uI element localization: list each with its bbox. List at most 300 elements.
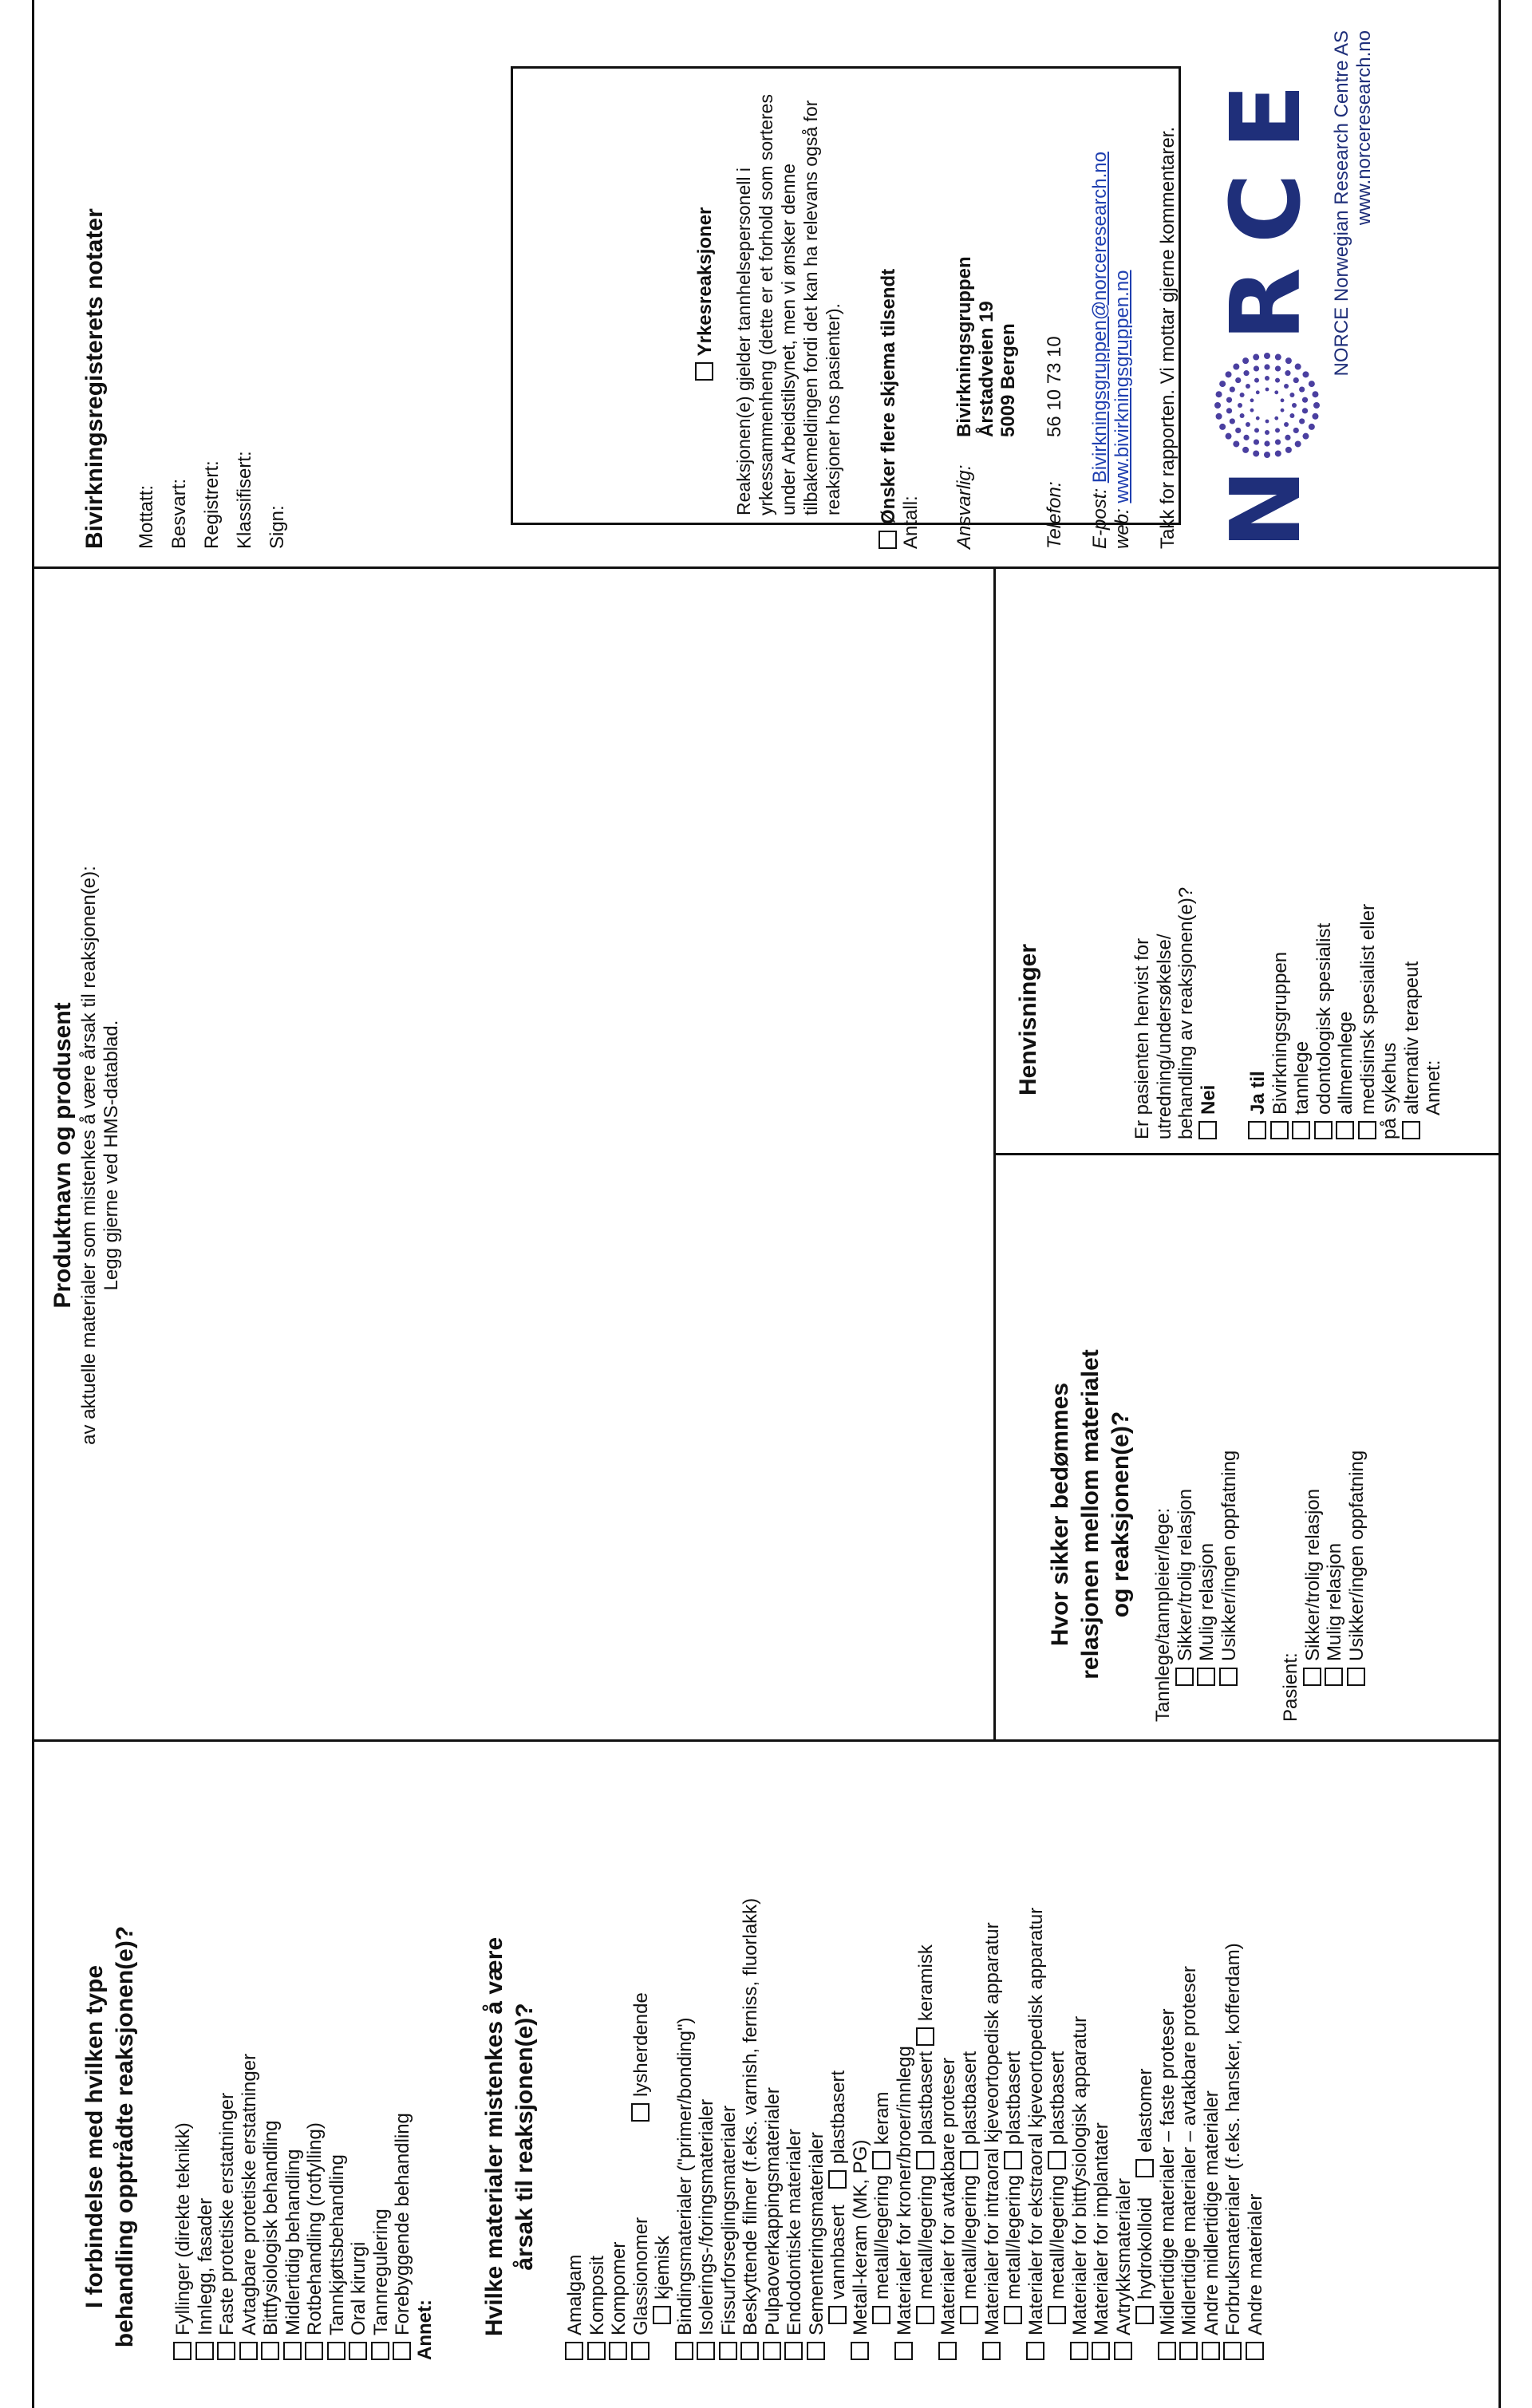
checkbox[interactable]	[631, 2342, 650, 2360]
checkbox[interactable]	[1202, 2342, 1220, 2360]
treatment-label: Tannkjøttsbehandling	[326, 2154, 348, 2335]
material-item[interactable]	[1113, 1770, 1135, 2360]
certainty-option[interactable]	[1218, 1163, 1241, 1722]
checkbox[interactable]	[1004, 2151, 1022, 2169]
checkbox[interactable]	[631, 2103, 650, 2122]
material-item[interactable]	[1245, 1770, 1267, 2360]
material-item[interactable]	[630, 1770, 653, 2360]
logo-dot	[1284, 384, 1289, 389]
logo-dot	[1235, 427, 1241, 432]
material-item[interactable]	[806, 1770, 828, 2360]
material-item[interactable]	[608, 1770, 630, 2360]
logo-dot	[1253, 353, 1259, 360]
material-label: Midlertidige materialer – faste proteser	[1156, 2008, 1179, 2335]
logo-dot	[1275, 377, 1280, 382]
logo-url: www.norceresearch.no	[1352, 30, 1375, 226]
material-item[interactable]	[981, 1770, 1004, 2360]
register-field[interactable]	[261, 6, 294, 549]
material-label: Glassionomer	[630, 2217, 652, 2335]
logo-dot	[1253, 439, 1258, 444]
logo-dot	[1264, 353, 1270, 359]
checkbox[interactable]	[960, 2306, 978, 2324]
yrkes-title: Yrkesreaksjoner	[694, 207, 716, 357]
logo-dot	[1285, 446, 1291, 452]
certainty-option-label: Usikker/ingen oppfatning	[1345, 1450, 1368, 1661]
checkbox[interactable]	[1292, 1121, 1310, 1139]
checkbox[interactable]	[565, 2342, 583, 2360]
yrkes-text: Reaksjonen(e) gjelder tannhelsepersonell i	[732, 168, 754, 515]
material-item[interactable]	[1069, 1770, 1092, 2360]
checkbox[interactable]	[1325, 1668, 1343, 1686]
logo-dot	[1294, 440, 1301, 447]
checkbox[interactable]	[1197, 1668, 1215, 1686]
checkbox[interactable]	[828, 2306, 847, 2324]
register-field[interactable]	[130, 6, 163, 549]
logo-dot	[1245, 422, 1250, 427]
material-item[interactable]	[1091, 1770, 1113, 2360]
checkbox[interactable]	[217, 2342, 235, 2360]
material-sub-label: lysherdende	[630, 1992, 652, 2097]
material-item[interactable]	[740, 1770, 762, 2360]
logo-dot	[1301, 408, 1307, 413]
field-label: Sign:	[267, 505, 288, 549]
logo-dot	[1274, 450, 1281, 456]
epost-link[interactable]: Bivirkningsgruppen@norceresearch.no	[1089, 152, 1111, 484]
checkbox[interactable]	[1092, 2342, 1110, 2360]
henvisninger-target[interactable]	[1291, 581, 1313, 1139]
logo-dot	[1274, 390, 1278, 394]
material-sub-label: keram	[871, 2091, 893, 2145]
material-sub-label: plastbasert	[959, 2051, 981, 2145]
checkbox[interactable]	[872, 2306, 890, 2324]
ansvarlig-line: 5009 Bergen	[997, 323, 1019, 437]
material-item[interactable]	[718, 1770, 740, 2360]
treatment-label: Oral kirurgi	[348, 2241, 369, 2335]
web-link[interactable]: www.bivirkningsgruppen.no	[1111, 270, 1133, 503]
material-item[interactable]	[1222, 1770, 1245, 2360]
checkbox[interactable]	[1402, 1121, 1420, 1139]
logo-dot	[1284, 422, 1289, 427]
checkbox[interactable]	[872, 2151, 890, 2169]
column2-v-divider	[993, 1153, 1500, 1155]
material-sub-item[interactable]	[1135, 1770, 1157, 2360]
material-sub-label: plastbasert	[1047, 2051, 1068, 2145]
material-label: Kompomer	[608, 2241, 630, 2335]
checkbox[interactable]	[1179, 2342, 1198, 2360]
treatment-title: I forbindelse med hvilken type behandling opptrådte reaksjonen(e)?	[81, 1925, 138, 2348]
logo-dot	[1264, 440, 1269, 446]
logo-dot	[1280, 398, 1284, 402]
checkbox[interactable]	[916, 2151, 934, 2169]
logo-dot	[1239, 393, 1244, 397]
more-forms-option[interactable]	[878, 6, 900, 549]
checkbox[interactable]	[1048, 2306, 1066, 2324]
logo-dot	[1255, 390, 1259, 394]
material-label: Amalgam	[564, 2254, 586, 2335]
logo-dot	[1285, 370, 1290, 376]
material-item[interactable]	[1179, 1770, 1201, 2360]
checkbox[interactable]	[1048, 2151, 1066, 2169]
epost-label: E-post:	[1089, 488, 1111, 549]
checkbox[interactable]	[1336, 1121, 1354, 1139]
material-sub-item[interactable]	[915, 1770, 938, 2360]
material-label: Komposit	[586, 2255, 608, 2335]
logo-dot	[1292, 403, 1297, 408]
treatment-item[interactable]	[392, 1770, 414, 2360]
logo-dot	[1274, 439, 1280, 444]
logo-dot	[1289, 393, 1294, 397]
logo-dot	[1243, 434, 1249, 440]
checkbox[interactable]	[653, 2306, 671, 2324]
treatment-annet[interactable]: Annet:	[413, 2299, 436, 2360]
material-sub-item[interactable]	[827, 1770, 850, 2360]
logo-dot	[1308, 423, 1314, 429]
treatment-item[interactable]	[370, 1770, 393, 2360]
logo-dot	[1293, 427, 1298, 432]
treatment-label: Avtagbare protetiske erstatninger	[238, 2053, 260, 2335]
checkbox[interactable]	[894, 2342, 913, 2360]
material-sub-label: hydrokolloid	[1135, 2197, 1156, 2299]
logo-dot	[1253, 450, 1259, 456]
material-item[interactable]	[564, 1770, 586, 2360]
logo-dot	[1225, 432, 1231, 439]
henvisninger-target[interactable]	[1335, 581, 1357, 1139]
treatment-item[interactable]	[216, 1770, 239, 2360]
material-label: Isolerings-/foringsmaterialer	[696, 2098, 717, 2335]
logo-dot	[1294, 363, 1301, 369]
treatment-label: Bittfysiologisk behandling	[260, 2120, 282, 2335]
logo-dot	[1219, 423, 1226, 429]
material-sub-item[interactable]	[1047, 1770, 1069, 2360]
treatment-item[interactable]	[304, 1770, 326, 2360]
material-item[interactable]	[586, 1770, 609, 2360]
certainty-option[interactable]	[1302, 1163, 1325, 1722]
henvisninger-question: Er pasienten henvist for	[1131, 938, 1153, 1139]
certainty-option[interactable]	[1324, 1163, 1346, 1722]
certainty-option-label: Usikker/ingen oppfatning	[1218, 1450, 1240, 1661]
material-label: Materialer for ekstraoral kjeveortopedisk apparatur	[1025, 1907, 1047, 2335]
henvisninger-ja[interactable]	[1247, 581, 1269, 1139]
logo-dot	[1254, 428, 1258, 432]
checkbox[interactable]	[807, 2342, 825, 2360]
field-label: Mottatt:	[136, 484, 157, 549]
checkbox[interactable]	[1246, 2342, 1264, 2360]
checkbox[interactable]	[239, 2342, 258, 2360]
treatment-item[interactable]	[282, 1770, 305, 2360]
logo-dot	[1265, 430, 1269, 435]
material-label: Materialer for bittfysiologisk apparatur	[1068, 2015, 1091, 2335]
yrkes-content	[694, 73, 844, 515]
product-subtitle: av aktuelle materialer som mistenkes å være årsak til reaksjonen(e):	[78, 866, 100, 1445]
material-label: Metall-keram (MK, PG)	[849, 2139, 871, 2335]
yrkes-text: yrkessammenheng (dette er et forhold som sorteres	[755, 94, 776, 515]
logo-dot	[1313, 402, 1320, 409]
material-item[interactable]	[894, 1770, 916, 2360]
material-label: Avtrykksmaterialer	[1112, 2178, 1135, 2335]
yrkes-option[interactable]	[694, 73, 717, 515]
material-sub-label: metall/legering	[871, 2174, 893, 2299]
treatment-item[interactable]	[348, 1770, 370, 2360]
checkbox[interactable]	[763, 2342, 781, 2360]
checkbox[interactable]	[1223, 2342, 1242, 2360]
checkbox[interactable]	[261, 2342, 279, 2360]
logo-dot	[1265, 387, 1269, 391]
material-item[interactable]	[1157, 1770, 1179, 2360]
material-label: Materialer for kroner/broer/innlegg	[893, 2046, 915, 2335]
checkbox[interactable]	[327, 2342, 345, 2360]
target-label: Bivirkningsgruppen	[1269, 951, 1291, 1115]
logo-dot	[1233, 363, 1239, 369]
checkbox[interactable]	[1004, 2306, 1022, 2324]
material-label: Beskyttende filmer (f.eks. varnish, ferniss, fluorlakk)	[740, 1897, 761, 2335]
material-item[interactable]	[938, 1770, 960, 2360]
logo-dot	[1299, 418, 1305, 424]
ansvarlig-line: Bivirkningsgruppen	[954, 256, 975, 437]
checkbox[interactable]	[879, 531, 897, 549]
checkbox[interactable]	[305, 2342, 323, 2360]
logo-dot	[1285, 434, 1290, 440]
logo-dot	[1226, 397, 1231, 402]
checkbox[interactable]	[1026, 2342, 1044, 2360]
material-sub-item[interactable]	[652, 1770, 674, 2360]
material-sub-label: kjemisk	[652, 2235, 673, 2299]
henvisninger-title: Henvisninger	[1015, 943, 1041, 1096]
checkbox[interactable]	[1198, 1121, 1217, 1139]
logo-dot	[1225, 371, 1231, 377]
henvisninger-target[interactable]	[1313, 581, 1336, 1139]
contact-section	[878, 6, 1376, 549]
henvisninger-question: behandling av reaksjonen(e)?	[1175, 886, 1197, 1139]
checkbox[interactable]	[1270, 1121, 1289, 1139]
checkbox[interactable]	[349, 2342, 367, 2360]
logo-dot	[1242, 446, 1249, 452]
checkbox[interactable]	[982, 2342, 1001, 2360]
material-label: Forbruksmaterialer (f.eks. hansker, kofferdam)	[1222, 1943, 1244, 2335]
logo-dot	[1226, 408, 1231, 413]
logo-dot	[1243, 370, 1249, 376]
material-sub-item[interactable]	[959, 1770, 981, 2360]
checkbox[interactable]	[1135, 2306, 1154, 2324]
norce-logo	[1211, 6, 1323, 549]
logo-dot	[1235, 377, 1241, 383]
henvisninger-section	[1013, 581, 1445, 1139]
henvisninger-target[interactable]	[1269, 581, 1292, 1139]
checkbox[interactable]	[938, 2342, 957, 2360]
logo-letters-rce: RCE	[1210, 60, 1322, 341]
certainty-option[interactable]	[1175, 1163, 1197, 1722]
checkbox[interactable]	[393, 2342, 411, 2360]
certainty-option-label: Mulig relasjon	[1324, 1542, 1345, 1661]
checkbox[interactable]	[1314, 1121, 1333, 1139]
ja-til-label: Ja til	[1247, 1071, 1269, 1115]
material-label: Materialer for implantater	[1091, 2122, 1112, 2335]
target-label: allmennlege	[1335, 1011, 1356, 1115]
checkbox[interactable]	[1158, 2342, 1176, 2360]
checkbox[interactable]	[1303, 1668, 1321, 1686]
logo-dot	[1274, 365, 1280, 371]
material-sub-label: plastbasert	[915, 2051, 937, 2145]
logo-dot	[1215, 391, 1222, 397]
register-field[interactable]	[228, 6, 261, 549]
treatment-item[interactable]	[326, 1770, 349, 2360]
material-item[interactable]	[1201, 1770, 1223, 2360]
material-label: Sementeringsmaterialer	[805, 2132, 827, 2335]
checkbox[interactable]	[916, 2306, 934, 2324]
treatment-label: Innlegg, fasader	[194, 2197, 216, 2335]
checkbox[interactable]	[740, 2342, 759, 2360]
checkbox[interactable]	[695, 362, 713, 381]
certainty-title-3: og reaksjonen(e)?	[1108, 1411, 1134, 1618]
treatment-item[interactable]	[172, 1770, 195, 2360]
thanks-text: Takk for rapporten. Vi mottar gjerne kommentarer.	[1157, 126, 1179, 549]
logo-dot	[1229, 386, 1234, 392]
checkbox[interactable]	[283, 2342, 302, 2360]
henvisninger-target[interactable]	[1357, 581, 1380, 1139]
target-label: medisinsk spesialist eller	[1356, 903, 1379, 1115]
logo-dot	[1280, 408, 1284, 412]
material-item[interactable]	[784, 1770, 806, 2360]
more-forms-label: Ønsker flere skjema tilsendt	[878, 268, 899, 524]
checkbox[interactable]	[916, 2027, 934, 2046]
certainty-option-label: Mulig relasjon	[1196, 1542, 1218, 1661]
logo-dot	[1254, 377, 1258, 382]
checkbox[interactable]	[609, 2342, 627, 2360]
checkbox[interactable]	[1219, 1668, 1238, 1686]
treatment-label: Faste protetiske erstatninger	[216, 2092, 238, 2335]
certainty-group-label: Tannlege/tannpleier/lege:	[1152, 1507, 1174, 1722]
logo-dot	[1214, 402, 1221, 409]
material-label: Materialer for avtakbare proteser	[937, 2057, 959, 2335]
logo-dot	[1299, 386, 1305, 392]
material-sub-label: metall/legering	[1047, 2174, 1068, 2299]
certainty-title-2: relasjonen mellom materialet	[1077, 1349, 1104, 1680]
target-label: odontologisk spesialist	[1313, 922, 1335, 1115]
target-label: tannlege	[1291, 1040, 1313, 1115]
material-item[interactable]	[850, 1770, 872, 2360]
material-item[interactable]	[1025, 1770, 1048, 2360]
checkbox[interactable]	[1070, 2342, 1088, 2360]
field-label: Registrert:	[201, 460, 223, 549]
checkbox[interactable]	[1358, 1121, 1376, 1139]
certainty-option[interactable]	[1346, 1163, 1368, 1722]
treatment-item[interactable]	[239, 1770, 261, 2360]
material-label: Midlertidige materialer – avtakbare proteser	[1179, 1966, 1200, 2335]
logo-dot	[1219, 381, 1226, 387]
logo-dot	[1293, 377, 1298, 383]
yrkes-text: under Arbeidstilsynet, men vi ønsker denne	[777, 163, 799, 515]
yrkes-text: tilbakemeldingen fordi det kan ha relevans også for	[800, 100, 821, 515]
certainty-option-label: Sikker/trolig relasjon	[1301, 1488, 1324, 1661]
material-sub-label: metall/legering	[1003, 2174, 1025, 2299]
logo-dot	[1250, 398, 1254, 402]
material-item[interactable]	[696, 1770, 718, 2360]
material-sub-label: metall/legering	[959, 2174, 981, 2299]
henvisninger-annet[interactable]: Annet:	[1423, 1060, 1444, 1115]
certainty-section	[1045, 1163, 1368, 1722]
checkbox[interactable]	[1347, 1668, 1365, 1686]
material-sub-label: elastomer	[1135, 2068, 1156, 2153]
material-sub-label: plastbasert	[827, 2070, 849, 2165]
certainty-title-1: Hvor sikker bedømmes	[1047, 1382, 1073, 1647]
logo-dot	[1250, 408, 1254, 412]
ansvarlig-line: Årstadveien 19	[975, 301, 997, 437]
material-label: Andre materialer	[1244, 2193, 1266, 2335]
checkbox[interactable]	[173, 2342, 192, 2360]
logo-dot	[1238, 403, 1242, 408]
logo-dot	[1239, 413, 1244, 418]
checkbox[interactable]	[195, 2342, 214, 2360]
checkbox[interactable]	[587, 2342, 606, 2360]
logo-dot	[1302, 432, 1309, 439]
yrkes-text: reaksjoner hos pasienter).	[822, 303, 843, 515]
checkbox[interactable]	[675, 2342, 693, 2360]
material-item[interactable]	[762, 1770, 784, 2360]
web-label: web:	[1111, 508, 1133, 549]
material-label: Fissurforseglingsmaterialer	[717, 2105, 740, 2335]
treatment-label: Midlertidig behandling	[282, 2149, 304, 2335]
material-sub-label: keramisk	[915, 1944, 937, 2022]
logo-dot	[1308, 381, 1314, 387]
register-field[interactable]	[195, 6, 228, 549]
outer-border-top	[32, 0, 34, 2408]
certainty-option-label: Sikker/trolig relasjon	[1174, 1488, 1196, 1661]
checkbox[interactable]	[1175, 1668, 1194, 1686]
checkbox[interactable]	[828, 2170, 847, 2189]
material-label: Materialer for intraoral kjeveortopedisk apparatur	[981, 1922, 1003, 2335]
material-label: Andre midlertidige materialer	[1200, 2090, 1222, 2335]
treatment-item[interactable]	[260, 1770, 282, 2360]
checkbox[interactable]	[719, 2342, 737, 2360]
checkbox[interactable]	[371, 2342, 389, 2360]
product-input-area[interactable]	[122, 573, 960, 1738]
material-sub-label: vannbasert	[827, 2205, 849, 2299]
logo-company: NORCE Norwegian Research Centre AS	[1330, 30, 1352, 377]
logo-dot	[1312, 413, 1318, 419]
antall-label[interactable]: Antall:	[899, 495, 922, 549]
ansvarlig-label: Ansvarlig:	[954, 464, 975, 549]
logo-dot	[1301, 397, 1307, 402]
henvisninger-target[interactable]	[1401, 581, 1423, 1139]
checkbox[interactable]	[1135, 2159, 1154, 2177]
treatment-item[interactable]	[195, 1770, 217, 2360]
checkbox[interactable]	[960, 2151, 978, 2169]
material-item[interactable]	[674, 1770, 697, 2360]
checkbox[interactable]	[1248, 1121, 1266, 1139]
henvisninger-nei[interactable]	[1198, 581, 1220, 1139]
henvisninger-question: utredning/undersøkelse/	[1153, 934, 1175, 1139]
checkbox[interactable]	[784, 2342, 803, 2360]
checkbox[interactable]	[1114, 2342, 1132, 2360]
logo-dot	[1274, 353, 1281, 360]
material-sub-label: plastbasert	[1003, 2051, 1025, 2145]
material-sub-item[interactable]	[1003, 1770, 1025, 2360]
checkbox[interactable]	[851, 2342, 869, 2360]
logo-dot	[1229, 418, 1234, 424]
logo-dot	[1264, 364, 1269, 369]
logo-letter-n: N	[1210, 468, 1322, 549]
target-label: alternativ terapeut	[1400, 961, 1423, 1115]
nei-label: Nei	[1197, 1084, 1219, 1115]
logo-dot	[1312, 391, 1318, 397]
henvisninger-target-cont: på sykehus	[1379, 1042, 1400, 1139]
logo-dot	[1242, 357, 1249, 364]
material-sub-item[interactable]	[871, 1770, 894, 2360]
certainty-group-label: Pasient:	[1280, 1652, 1301, 1722]
checkbox[interactable]	[697, 2342, 715, 2360]
certainty-option[interactable]	[1196, 1163, 1218, 1722]
register-field[interactable]	[163, 6, 195, 549]
column-divider-1	[32, 1739, 1500, 1742]
